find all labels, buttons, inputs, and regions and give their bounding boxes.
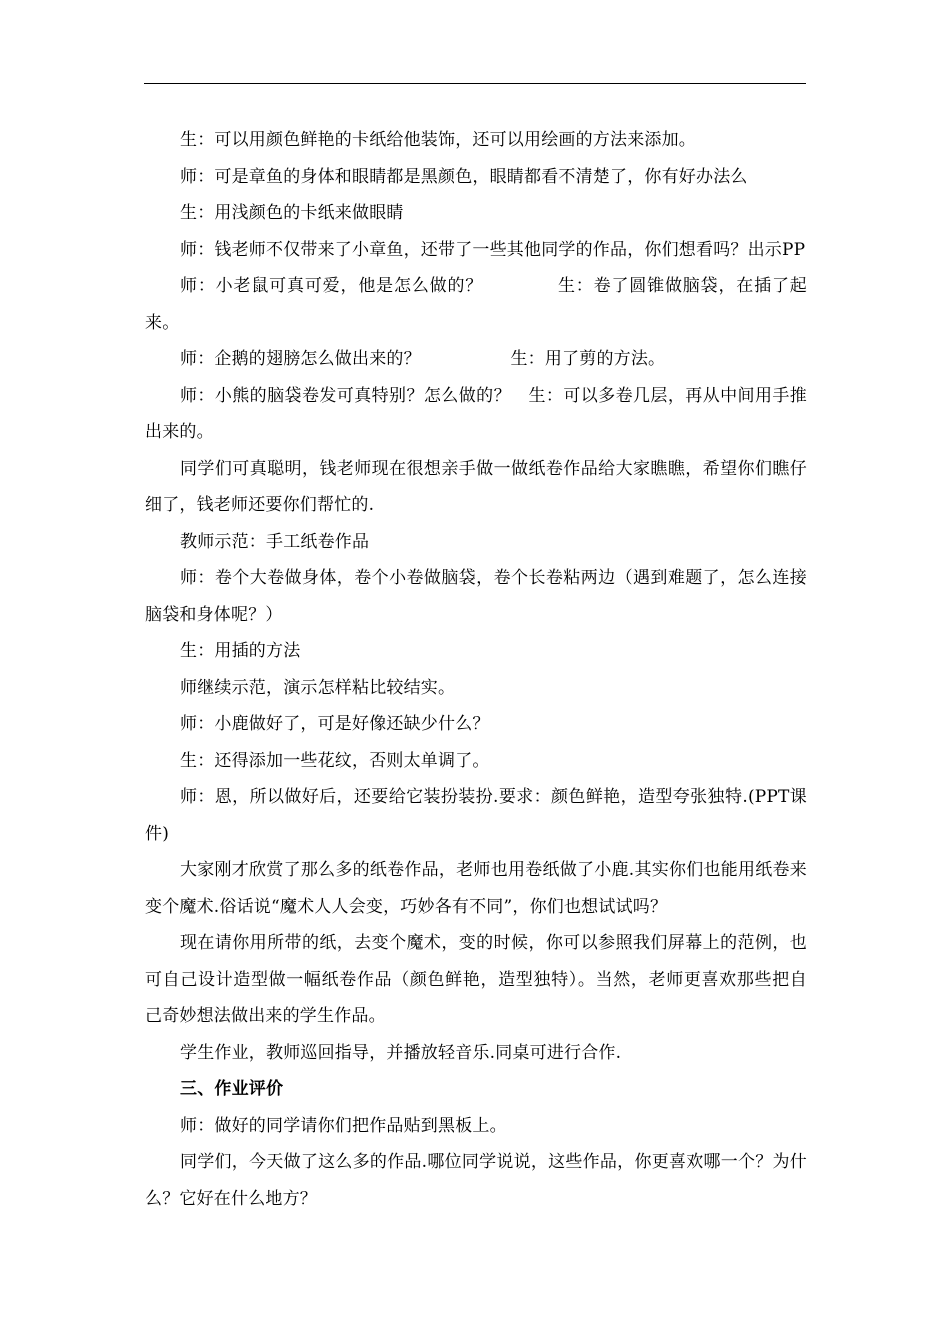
paragraph: 师：可是章鱼的身体和眼睛都是黑颜色，眼睛都看不清楚了，你有好办法么 xyxy=(180,166,748,187)
paragraph: 同学们可真聪明，钱老师现在很想亲手做一做纸卷作品给大家瞧瞧，希望你们瞧仔细了，钱老师还要你们帮忙的. xyxy=(145,458,807,515)
paragraph: 大家刚才欣赏了那么多的纸卷作品，老师也用卷纸做了小鹿.其实你们也能用纸卷来变个魔术.俗话说“魔术人人会变，巧妙各有不同”，你们也想试试吗？ xyxy=(145,860,807,917)
document-body xyxy=(145,122,807,1217)
paragraph: 师：做好的同学请你们把作品贴到黑板上。 xyxy=(180,1115,507,1136)
paragraph: 学生作业，教师巡回指导，并播放轻音乐.同桌可进行合作. xyxy=(180,1042,622,1063)
paragraph: 生：可以用颜色鲜艳的卡纸给他装饰，还可以用绘画的方法来添加。 xyxy=(180,130,696,150)
paragraph: 师：钱老师不仅带来了小章鱼，还带了一些其他同学的作品，你们想看吗？出示PP xyxy=(180,239,806,260)
paragraph: 师继续示范，演示怎样粘比较结实。 xyxy=(180,677,456,698)
paragraph: 生：用浅颜色的卡纸来做眼睛 xyxy=(180,203,404,223)
paragraph: 生：用插的方法 xyxy=(180,641,301,661)
paragraph: 师：小熊的脑袋卷发可真特别？怎么做的？ 生：可以多卷几层，再从中间用手推出来的。 xyxy=(145,385,807,442)
paragraph: 同学们，今天做了这么多的作品.哪位同学说说，这些作品，你更喜欢哪一个？为什么？它好在什么地方？ xyxy=(145,1152,807,1209)
paragraph: 师：企鹅的翅膀怎么做出来的？ 生：用了剪的方法。 xyxy=(180,349,666,369)
paragraph: 师：恩，所以做好后，还要给它装扮装扮.要求：颜色鲜艳，造型夸张独特.(PPT课件) xyxy=(145,787,807,844)
paragraph: 现在请你用所带的纸，去变个魔术，变的时候，你可以参照我们屏幕上的范例，也可自己设计造型做一幅纸卷作品（颜色鲜艳，造型独特）。当然，老师更喜欢那些把自己奇妙想法做出来的学生作品。 xyxy=(145,933,807,1026)
paragraph: 师：小老鼠可真可爱，他是怎么做的？ 生：卷了圆锥做脑袋，在插了起来。 xyxy=(145,276,807,333)
section-heading: 三、作业评价 xyxy=(180,1079,284,1099)
paragraph: 生：还得添加一些花纹，否则太单调了。 xyxy=(180,750,490,771)
header-rule xyxy=(144,83,806,84)
paragraph: 师：卷个大卷做身体，卷个小卷做脑袋，卷个长卷粘两边（遇到难题了，怎么连接脑袋和身体呢？） xyxy=(145,568,807,625)
paragraph: 师：小鹿做好了，可是好像还缺少什么？ xyxy=(180,714,490,734)
paragraph: 教师示范：手工纸卷作品 xyxy=(180,531,370,552)
